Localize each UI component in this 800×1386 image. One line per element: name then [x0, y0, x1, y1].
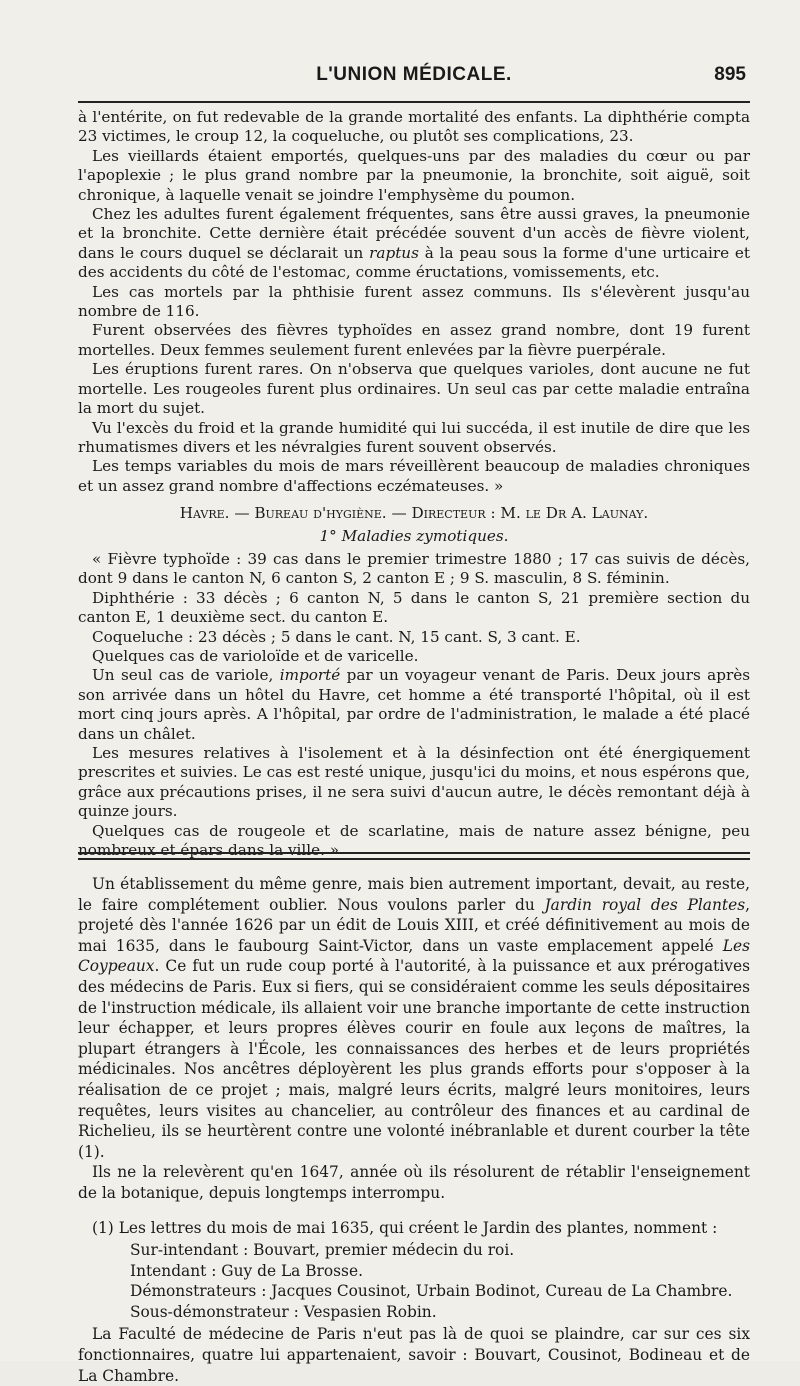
paragraph: à l'entérite, on fut redevable de la grande mortalité des enfants. La diphthérie compta 23 victimes, le croup 12, la coqueluche, ou plutôt ses complications, 23. [78, 108, 750, 147]
paragraph: Diphthérie : 33 décès ; 6 canton N, 5 dans le canton S, 21 première section du canton E, 1 deuxième sect. du canton E. [78, 589, 750, 628]
paragraph: Quelques cas de varioloïde et de varicelle. [78, 647, 750, 666]
paragraph: Ils ne la relevèrent qu'en 1647, année où ils résolurent de rétablir l'enseignement de la botanique, depuis longtemps interrompu. [78, 1162, 750, 1203]
running-title: L'UNION MÉDICALE. [78, 64, 750, 86]
list-item: Intendant : Guy de La Brosse. [130, 1261, 750, 1282]
main-column [78, 108, 750, 860]
footnote-conclusion: La Faculté de médecine de Paris n'eut pas là de quoi se plaindre, car sur ces six fonctionnaires, quatre lui appartenaient, savoir : Bouvart, Cousinot, Bodineau et de La Chambre. [78, 1324, 750, 1386]
header-rule [78, 101, 750, 103]
paragraph: Les mesures relatives à l'isolement et à la désinfection ont été énergiquement prescrites et suivies. Le cas est resté unique, jusqu'ici du moins, et nous espérons que, grâce aux précautions prises, il ne sera suivi d'aucun autre, le décès remontant déjà à quinze jours. [78, 744, 750, 822]
footnote-intro: (1) Les lettres du mois de mai 1635, qui créent le Jardin des plantes, nomment : [78, 1218, 750, 1239]
paragraph: « Fièvre typhoïde : 39 cas dans le premier trimestre 1880 ; 17 cas suivis de décès, dont 9 dans le canton N, 6 canton S, 2 canton E ; 9 S. masculin, 8 S. féminin. [78, 550, 750, 589]
feuilleton-column [78, 874, 750, 1386]
page-number: 895 [714, 64, 746, 86]
feuilleton-separator [78, 852, 750, 860]
list-item: Sous-démonstrateur : Vespasien Robin. [130, 1302, 750, 1323]
paragraph: Quelques cas de rougeole et de scarlatine, mais de nature assez bénigne, peu nombreux et épars dans la ville. » [78, 822, 750, 861]
paragraph: Furent observées des fièvres typhoïdes en assez grand nombre, dont 19 furent mortelles. Deux femmes seulement furent enlevées par la fièvre puerpérale. [78, 321, 750, 360]
paragraph: Chez les adultes furent également fréquentes, sans être aussi graves, la pneumonie et la bronchite. Cette dernière était précédée souvent d'un accès de fièvre violent, dans le cours duquel se déclarait un raptus à la peau sous la forme d'une urticaire et des accidents du côté de l'estomac, comme éructations, vomissements, etc. [78, 205, 750, 283]
paragraph: Un établissement du même genre, mais bien autrement important, devait, au reste, le faire complétement oublier. Nous voulons parler du Jardin royal des Plantes, projeté dès l'année 1626 par un édit de Louis XIII, et créé définitivement au mois de mai 1635, dans le faubourg Saint-Victor, dans un vaste emplacement appelé Les Coypeaux. Ce fut un rude coup porté à l'autorité, à la puissance et aux prérogatives des médecins de Paris. Eux si fiers, qui se considéraient comme les seuls dépositaires de l'instruction médicale, ils allaient voir une branche importante de cette instruction leur échapper, et leurs propres élèves courir en foule aux leçons de maîtres, la plupart étrangers à l'École, les connaissances des herbes et de leurs propriétés médicinales. Nos ancêtres déployèrent les plus grands efforts pour s'opposer à la réalisation de ce projet ; mais, malgré leurs écrits, malgré leurs monitoires, leurs requêtes, leurs visites au chancelier, au contrôleur des finances et au cardinal de Richelieu, ils se heurtèrent contre une volonté inébranlable et durent courber la tête (1). [78, 874, 750, 1162]
paragraph: Vu l'excès du froid et la grande humidité qui lui succéda, il est inutile de dire que les rhumatismes divers et les névralgies furent souvent observés. [78, 419, 750, 458]
paragraph: Les temps variables du mois de mars réveillèrent beaucoup de maladies chroniques et un assez grand nombre d'affections eczémateuses. » [78, 457, 750, 496]
list-item: Démonstrateurs : Jacques Cousinot, Urbain Bodinot, Cureau de La Chambre. [130, 1281, 750, 1302]
section-subheading: 1° Maladies zymotiques. [78, 527, 750, 546]
paragraph: Un seul cas de variole, importé par un voyageur venant de Paris. Deux jours après son arrivée dans un hôtel du Havre, cet homme a été transporté l'hôpital, où il est mort cinq jours après. A l'hôpital, par ordre de l'administration, le malade a été placé dans un châlet. [78, 666, 750, 744]
section-heading: Havre. — Bureau d'hygiène. — Directeur : M. le Dr A. Launay. [78, 504, 750, 523]
paragraph: Les vieillards étaient emportés, quelques-uns par des maladies du cœur ou par l'apoplexie ; le plus grand nombre par la pneumonie, la bronchite, soit aiguë, soit chronique, à laquelle venait se joindre l'emphysème du poumon. [78, 147, 750, 205]
list-item: Sur-intendant : Bouvart, premier médecin du roi. [130, 1240, 750, 1261]
footnote-list [130, 1240, 750, 1322]
paragraph: Les éruptions furent rares. On n'observa que quelques varioles, dont aucune ne fut mortelle. Les rougeoles furent plus ordinaires. Un seul cas par cette maladie entraîna la mort du sujet. [78, 360, 750, 418]
paragraph: Coqueluche : 23 décès ; 5 dans le cant. N, 15 cant. S, 3 cant. E. [78, 628, 750, 647]
paragraph: Les cas mortels par la phthisie furent assez communs. Ils s'élevèrent jusqu'au nombre de 116. [78, 283, 750, 322]
page-header [78, 62, 750, 96]
